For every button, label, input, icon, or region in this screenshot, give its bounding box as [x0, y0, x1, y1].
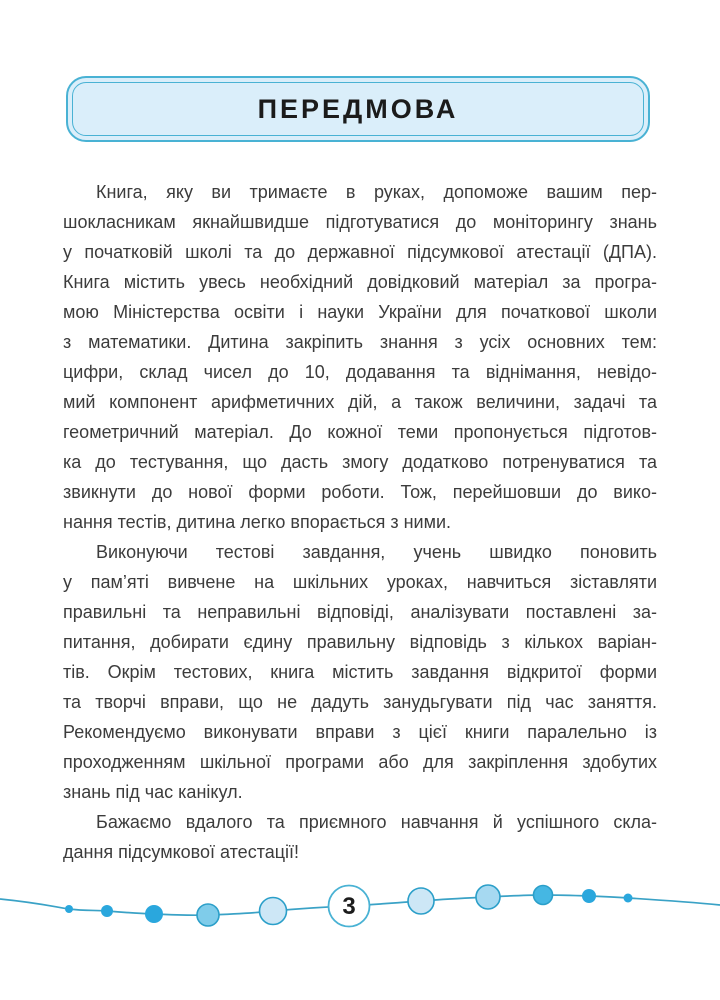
wave-bead-icon [260, 898, 287, 925]
wave-bead-icon [624, 894, 633, 903]
text-line: у пам’яті вивчене на шкільних уроках, навчиться зіставляти [63, 572, 657, 592]
text-line: цифри, склад чисел до 10, додавання та віднімання, невідо- [63, 362, 657, 382]
text-line: та творчі вправи, що не дадуть занудьгувати під час заняття. [63, 692, 657, 712]
text-line: Виконуючи тестові завдання, учень швидко поновить [96, 542, 657, 562]
wave-bead-icon [534, 886, 553, 905]
wave-bead-icon [197, 904, 219, 926]
chapter-title-box [66, 76, 650, 142]
text-line: у початковій школі та до державної підсумкової атестації (ДПА). [63, 242, 657, 262]
chapter-title-inner-frame [72, 82, 644, 136]
text-line: з математики. Дитина закріпить знання з усіх основних тем: [63, 332, 657, 352]
text-line: Бажаємо вдалого та приємного навчання й успішного скла- [96, 812, 657, 832]
text-line: нання тестів, дитина легко впорається з ними. [63, 512, 451, 532]
wave-bead-icon [408, 888, 434, 914]
text-line: шокласникам якнайшвидше підготуватися до моніторингу знань [63, 212, 657, 232]
text-line: дання підсумкової атестації! [63, 842, 300, 862]
text-line: проходженням шкільної програми або для закріплення здобутих [63, 752, 657, 772]
text-line: Рекомендуємо виконувати вправи з цієї книги паралельно із [63, 722, 657, 742]
text-line: ка до тестування, що дасть змогу додатково потренуватися та [63, 452, 657, 472]
text-line: мий компонент арифметичних дій, а також величини, задачі та [63, 392, 657, 412]
wave-bead-icon [476, 885, 500, 909]
preface-text [63, 177, 657, 867]
wave-bead-icon [145, 905, 163, 923]
wave-bead-icon [101, 905, 113, 917]
text-line: Книга, яку ви тримаєте в руках, допоможе вашим пер- [96, 182, 657, 202]
wave-bead-icon [582, 889, 596, 903]
page-title: ПЕРЕДМОВА [257, 93, 459, 124]
text-line: геометричний матеріал. До кожної теми пропонується підготов- [63, 422, 657, 442]
footer-wave-decoration [0, 865, 720, 955]
text-line: мою Міністерства освіти і науки України для початкової школи [63, 302, 657, 322]
page-number: 3 [342, 893, 356, 920]
text-line: звикнути до нової форми роботи. Тож, перейшовши до вико- [63, 482, 657, 502]
wave-bead-icon [65, 905, 73, 913]
text-line: знань під час канікул. [63, 782, 243, 802]
text-line: тів. Окрім тестових, книга містить завдання відкритої форми [63, 662, 657, 682]
text-line: правильні та неправильні відповіді, аналізувати поставлені за- [63, 602, 657, 622]
text-line: Книга містить увесь необхідний довідковий матеріал за програ- [63, 272, 657, 292]
text-line: питання, добирати єдину правильну відповідь з кількох варіан- [63, 632, 657, 652]
